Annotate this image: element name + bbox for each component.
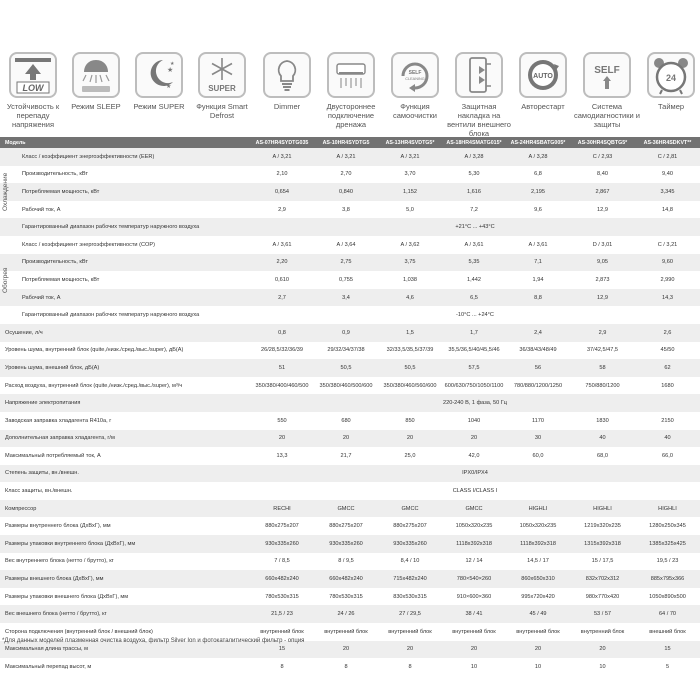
- cell-value: 2,20: [276, 259, 288, 266]
- feature-self-diagnostics: [574, 52, 640, 129]
- cell-value: 15: [278, 646, 286, 653]
- cell-value: A / 3,61: [464, 241, 484, 248]
- cell-value: 10: [470, 664, 478, 671]
- cell-value: 930x335x260: [393, 540, 427, 547]
- table-row: [0, 517, 700, 535]
- row-label: Размеры упаковки внешнего блока (ДхВхГ), мм: [5, 593, 129, 600]
- row-label: Компрессор: [5, 505, 37, 512]
- cell-value: 2,867: [595, 188, 610, 195]
- row-label: Максимальный перепад высот, м: [5, 664, 92, 671]
- cell-value: 3,70: [404, 171, 416, 178]
- cell-value: 2,6: [663, 329, 672, 336]
- cell-value: 56: [534, 364, 542, 371]
- cell-value: 13,3: [276, 452, 288, 459]
- cell-value: 1680: [661, 382, 674, 389]
- svg-text:★: ★: [167, 67, 174, 74]
- cell-value: GMCC: [337, 505, 355, 512]
- cell-value: 20: [599, 646, 606, 653]
- row-value-span: -10°C ... +24°C: [456, 312, 494, 319]
- cell-value: 2,7: [278, 294, 286, 301]
- cell-value: GMCC: [401, 505, 419, 512]
- table-row: [0, 500, 700, 518]
- feature-label: Функция самоочистки: [392, 102, 437, 120]
- cell-value: 1,5: [406, 329, 414, 336]
- cell-value: 5,30: [468, 171, 480, 178]
- cell-value: 2,70: [340, 171, 352, 178]
- cell-value: GMCC: [465, 505, 483, 512]
- cell-value: 58: [599, 364, 606, 371]
- svg-text:CLEANING: CLEANING: [405, 77, 425, 81]
- cell-value: 1,94: [532, 276, 544, 283]
- cell-value: 850: [405, 417, 415, 424]
- table-row: [0, 430, 700, 448]
- cell-value: 62: [664, 364, 671, 371]
- cell-value: 350/380/460/500/600: [319, 382, 373, 389]
- model-name: AS-18HR4SMATG015*: [446, 139, 502, 146]
- feature-self-cleaning: [382, 52, 448, 120]
- self-diagnostics-icon: [583, 52, 631, 98]
- feature-label: Dimmer: [273, 102, 301, 111]
- cell-value: 57,5: [468, 364, 480, 371]
- cell-value: 42,0: [468, 452, 480, 459]
- row-label: Максимальный потребляемый ток, А: [5, 452, 101, 459]
- row-label: Вес внешнего блока (нетто / брутто), кг: [5, 611, 107, 618]
- super-mode-icon: [135, 52, 183, 98]
- cell-value: 1,442: [467, 276, 481, 283]
- cell-value: 2,10: [276, 171, 288, 178]
- low-voltage-icon: [9, 52, 57, 98]
- cell-value: 1830: [596, 417, 609, 424]
- table-row: [0, 465, 700, 483]
- feature-label: Двустороннее подключение дренажа: [326, 102, 376, 129]
- table-row: [0, 254, 700, 272]
- cell-value: 680: [341, 417, 351, 424]
- cell-value: 21,7: [340, 452, 352, 459]
- row-label: Расход воздуха, внутренний блок (quite,/низк./сред./выс./super), м³/ч: [5, 382, 183, 389]
- cell-value: D / 3,01: [592, 241, 613, 248]
- feature-label: Режим SUPER: [133, 102, 185, 111]
- cell-value: 50,5: [404, 364, 416, 371]
- cell-value: 995x720x420: [521, 593, 555, 600]
- cell-value: 68,0: [597, 452, 608, 459]
- cell-value: A / 3,28: [464, 153, 484, 160]
- cell-value: 45 / 49: [529, 611, 547, 618]
- table-row: [0, 166, 700, 184]
- cell-value: 880x275x207: [265, 523, 299, 530]
- cell-value: C / 2,93: [592, 153, 613, 160]
- cell-value: 6,5: [470, 294, 478, 301]
- cell-value: 0,654: [275, 188, 289, 195]
- cell-value: 780×540×260: [456, 576, 492, 583]
- cell-value: 20: [342, 646, 350, 653]
- cell-value: 20: [406, 435, 414, 442]
- cell-value: 8: [344, 664, 348, 671]
- cell-value: 1385x325x425: [649, 540, 686, 547]
- cell-value: 1050x890x500: [649, 593, 686, 600]
- table-row: [0, 306, 700, 324]
- feature-label: Режим SLEEP: [71, 102, 121, 111]
- cell-value: 40: [664, 435, 671, 442]
- row-label: Потребляемая мощность, кВт: [22, 276, 100, 283]
- table-row: [0, 658, 700, 676]
- row-label: Заводская заправка хладагента R410a, г: [5, 417, 112, 424]
- cell-value: 0,8: [278, 329, 286, 336]
- cell-value: 1170: [531, 417, 545, 424]
- cell-value: 8,8: [534, 294, 542, 301]
- model-header-label: Модель: [5, 139, 26, 146]
- feature-label: Система самодиагностики и защиты: [574, 102, 640, 129]
- cell-value: 3,345: [660, 188, 675, 195]
- table-row: [0, 324, 700, 342]
- feature-timer: [638, 52, 700, 111]
- row-label: Дополнительная заправка хладагента, г/м: [5, 435, 115, 442]
- feature-sleep-mode: [63, 52, 129, 111]
- table-header-row: [0, 137, 700, 148]
- row-label: Сторона подключения (внутренний блок / внешний блок): [5, 628, 153, 635]
- cell-value: 0,755: [339, 276, 353, 283]
- cell-value: RECHI: [273, 505, 291, 512]
- cell-value: внутренний блок: [516, 628, 560, 635]
- cell-value: 15: [664, 646, 671, 653]
- svg-text:LOW: LOW: [22, 83, 44, 93]
- cell-value: 24 / 26: [337, 611, 355, 618]
- cell-value: 26/28,5/32/36/39: [261, 347, 303, 354]
- cell-value: 860x650x310: [521, 576, 555, 583]
- feature-label: Устойчивость к перепаду напряжения: [6, 102, 60, 129]
- cell-value: 2,873: [595, 276, 610, 283]
- footnote: *Для данных моделей плазменная очистка воздуха, фильтр Silver Ion и фотокаталитический фильтр - опция: [2, 638, 305, 644]
- cell-value: 8,40: [597, 171, 608, 178]
- cell-value: C / 3,21: [657, 241, 678, 248]
- table-row: [0, 359, 700, 377]
- cell-value: внутренний блок: [388, 628, 432, 635]
- cell-value: HIGHLI: [528, 505, 548, 512]
- cell-value: 14,5 / 17: [527, 558, 549, 565]
- row-label: Класс / коэффициент энергоэффективности (EER): [22, 153, 155, 160]
- row-label: Размеры внешнего блока (ДхВхГ), мм: [5, 576, 104, 583]
- cell-value: 9,60: [662, 259, 673, 266]
- cell-value: внутренний блок: [260, 628, 304, 635]
- table-row: [0, 553, 700, 571]
- cell-value: 20: [278, 435, 286, 442]
- cell-value: 350/380/400/460/500: [255, 382, 309, 389]
- row-label: Класс / коэффициент энергоэффективности (COP): [22, 241, 155, 248]
- feature-label: Функция Smart Defrost: [196, 102, 248, 120]
- model-name: AS-24HR4SBATG005*: [510, 139, 566, 146]
- svg-text:★: ★: [170, 61, 175, 67]
- table-row: [0, 570, 700, 588]
- cell-value: 885x795x366: [650, 576, 685, 583]
- feature-low-voltage: [0, 52, 66, 129]
- model-name: AS-07HR4SYDTG035: [255, 139, 309, 146]
- row-label: Степень защиты, вн./внешн.: [5, 470, 79, 477]
- cell-value: 6,8: [534, 171, 542, 178]
- cell-value: A / 3,21: [272, 153, 292, 160]
- cell-value: 750/880/1200: [585, 382, 620, 389]
- row-label: Размеры внутреннего блока (ДхВхГ), мм: [5, 523, 111, 530]
- cell-value: 1118x392x318: [456, 540, 492, 547]
- cell-value: 0,840: [339, 188, 353, 195]
- cell-value: 2,9: [598, 329, 607, 336]
- feature-label: Авторестарт: [521, 102, 565, 111]
- cooling-section-label: Охлаждение: [2, 172, 9, 212]
- table-row: [0, 271, 700, 289]
- cell-value: 7,2: [470, 206, 478, 213]
- row-label: Производительность, кВт: [22, 171, 88, 178]
- cell-value: 19,5 / 23: [656, 558, 679, 565]
- cell-value: C / 2,81: [657, 153, 678, 160]
- cell-value: 1,7: [470, 329, 478, 336]
- model-name: AS-36HR4SDKVT**: [643, 139, 692, 146]
- cell-value: A / 3,21: [400, 153, 420, 160]
- table-row: [0, 394, 700, 412]
- cell-value: 1118x392x318: [520, 540, 556, 547]
- cell-value: 1,038: [403, 276, 417, 283]
- row-label: Размеры упаковки внутреннего блока (ДхВхГ), мм: [5, 540, 136, 547]
- sleep-mode-icon: [72, 52, 120, 98]
- svg-text:SELF: SELF: [408, 70, 422, 76]
- cell-value: 780/880/1200/1250: [513, 382, 563, 389]
- feature-dimmer: [254, 52, 320, 111]
- model-name: AS-13HR4SVDTG5*: [385, 139, 435, 146]
- row-value-span: IPX0/IPX4: [462, 470, 488, 477]
- feature-valve-cover: [446, 52, 512, 138]
- cell-value: 1280x250x345: [649, 523, 686, 530]
- cell-value: 350/380/460/560/600: [383, 382, 437, 389]
- cell-value: 7,1: [534, 259, 542, 266]
- feature-auto-restart: [510, 52, 576, 111]
- cell-value: 3,8: [342, 206, 350, 213]
- cell-value: внутренний блок: [452, 628, 496, 635]
- cell-value: 0,9: [342, 329, 350, 336]
- cell-value: 53 / 57: [593, 611, 612, 618]
- row-label: Класс защиты, вн./внешн.: [5, 488, 73, 495]
- self-cleaning-icon: [391, 52, 439, 98]
- cell-value: 8: [408, 664, 412, 671]
- cell-value: 0,610: [275, 276, 289, 283]
- row-value-span: 220-240 В, 1 фаза, 50 Гц: [442, 400, 508, 407]
- cell-value: 2,4: [534, 329, 542, 336]
- cell-value: 10: [599, 664, 606, 671]
- cell-value: 20: [534, 646, 542, 653]
- feature-label: Защитная накладка на вентили внешнего блока: [447, 102, 511, 138]
- cell-value: 15 / 17,5: [591, 558, 614, 565]
- table-row: [0, 183, 700, 201]
- cell-value: 7 / 8,5: [274, 558, 290, 565]
- cell-value: HIGHLI: [593, 505, 612, 512]
- cell-value: 880x275x207: [393, 523, 427, 530]
- cell-value: 36/38/43/48/49: [519, 347, 557, 354]
- cell-value: 2,195: [531, 188, 545, 195]
- table-row: [0, 412, 700, 430]
- cell-value: 20: [470, 435, 478, 442]
- cell-value: 9,05: [597, 259, 608, 266]
- row-value-span: CLASS I/CLASS I: [452, 488, 498, 495]
- cell-value: 930x335x260: [265, 540, 299, 547]
- row-label: Потребляемая мощность, кВт: [22, 188, 100, 195]
- cell-value: 51: [278, 364, 286, 371]
- cell-value: 14,8: [662, 206, 673, 213]
- cell-value: 8 / 9,5: [338, 558, 354, 565]
- cell-value: 715x482x240: [393, 576, 427, 583]
- svg-text:★: ★: [166, 84, 172, 90]
- cell-value: 2150: [661, 417, 674, 424]
- cell-value: 832x702x312: [585, 576, 620, 583]
- cell-value: 29/32/34/37/38: [327, 347, 365, 354]
- row-label: Уровень шума, внутренний блок (quite,/низк./сред./выс./super), дБ(А): [5, 347, 184, 354]
- model-name: AS-30HR4SQBTG5*: [577, 139, 628, 146]
- cell-value: 2,990: [660, 276, 675, 283]
- cell-value: 550: [277, 417, 287, 424]
- cell-value: 25,0: [404, 452, 416, 459]
- cell-value: A / 3,28: [528, 153, 548, 160]
- svg-text:SELF: SELF: [594, 65, 620, 76]
- cell-value: 32/33,5/35,5/37/39: [386, 347, 434, 354]
- cell-value: 64 / 70: [658, 611, 677, 618]
- cell-value: 66,0: [662, 452, 673, 459]
- table-row: [0, 342, 700, 360]
- cell-value: внутренний блок: [324, 628, 368, 635]
- cell-value: 1050x320x235: [455, 523, 493, 530]
- cell-value: 35,5/36,5/40/45,5/46: [448, 347, 500, 354]
- cell-value: A / 3,62: [400, 241, 420, 248]
- cell-value: 12,9: [597, 294, 608, 301]
- cell-value: 27 / 29,5: [399, 611, 421, 618]
- cell-value: 45/50: [660, 347, 675, 354]
- table-row: [0, 289, 700, 307]
- cell-value: 20: [342, 435, 350, 442]
- cell-value: 660x482x240: [329, 576, 363, 583]
- cell-value: 8: [280, 664, 284, 671]
- row-label: Максимальная длина трассы, м: [5, 646, 88, 653]
- cell-value: 40: [599, 435, 606, 442]
- cell-value: 660x482x240: [265, 576, 299, 583]
- cell-value: 20: [406, 646, 414, 653]
- feature-smart-defrost: [189, 52, 255, 120]
- cell-value: 60,0: [532, 452, 544, 459]
- feature-super-mode: [126, 52, 192, 111]
- auto-restart-icon: [519, 52, 567, 98]
- cell-value: 1219x320x235: [584, 523, 621, 530]
- cell-value: внешний блок: [649, 628, 686, 635]
- row-label: Рабочий ток, А: [22, 294, 61, 301]
- svg-text:AUTO: AUTO: [533, 73, 553, 80]
- cell-value: 20: [470, 646, 478, 653]
- cell-value: 780x530x315: [265, 593, 299, 600]
- specifications-table: [0, 137, 700, 676]
- cell-value: A / 3,61: [528, 241, 548, 248]
- cell-value: 880x275x207: [329, 523, 363, 530]
- cell-value: 600/630/750/1050/1100: [444, 382, 504, 389]
- cell-value: 1315x392x318: [584, 540, 621, 547]
- cell-value: 1050x320x235: [519, 523, 557, 530]
- cell-value: 12 / 14: [465, 558, 483, 565]
- cell-value: внутренний блок: [580, 628, 625, 635]
- cell-value: 3,4: [342, 294, 350, 301]
- cell-value: 38 / 41: [465, 611, 483, 618]
- valve-cover-icon: [455, 52, 503, 98]
- row-label: Вес внутреннего блока (нетто / брутто), кг: [5, 558, 114, 565]
- dimmer-icon: [263, 52, 311, 98]
- feature-label: Таймер: [657, 102, 685, 111]
- cell-value: HIGHLI: [658, 505, 677, 512]
- table-row: [0, 148, 700, 166]
- cell-value: 14,3: [662, 294, 673, 301]
- cell-value: 980x770x420: [585, 593, 620, 600]
- table-row: [0, 218, 700, 236]
- cell-value: 5,35: [468, 259, 480, 266]
- cell-value: 12,9: [597, 206, 608, 213]
- row-label: Уровень шума, внешний блок, дБ(А): [5, 364, 100, 371]
- cell-value: 930x335x260: [329, 540, 363, 547]
- table-row: [0, 588, 700, 606]
- timer-icon: [647, 52, 695, 98]
- drain-connection-icon: [327, 52, 375, 98]
- cell-value: 1,152: [403, 188, 417, 195]
- cell-value: 50,5: [340, 364, 352, 371]
- feature-drain-connection: [318, 52, 384, 129]
- cell-value: 5,0: [406, 206, 414, 213]
- row-label: Производительность, кВт: [22, 259, 88, 266]
- cell-value: 8,4 / 10: [400, 558, 420, 565]
- row-label: Осушение, л/ч: [5, 329, 43, 336]
- cell-value: A / 3,64: [336, 241, 356, 248]
- cell-value: 780x530x315: [329, 593, 363, 600]
- table-row: [0, 447, 700, 465]
- table-row: [0, 377, 700, 395]
- cell-value: 3,75: [404, 259, 416, 266]
- svg-text:24: 24: [665, 73, 677, 83]
- row-value-span: +21°C ... +43°C: [455, 224, 495, 231]
- table-row: [0, 605, 700, 623]
- cell-value: 9,40: [662, 171, 673, 178]
- cell-value: 37/42,5/47,5: [586, 347, 619, 354]
- row-label: Гарантированный диапазон рабочих температур наружного воздуха: [22, 224, 200, 231]
- cell-value: 10: [534, 664, 542, 671]
- table-row: [0, 201, 700, 219]
- cell-value: A / 3,21: [336, 153, 356, 160]
- cell-value: 21,5 / 23: [271, 611, 293, 618]
- model-name: AS-10HR4SYDTG5: [322, 139, 370, 146]
- row-label: Напряжение электропитания: [5, 400, 81, 407]
- table-row: [0, 535, 700, 553]
- row-label: Рабочий ток, А: [22, 206, 61, 213]
- cell-value: 4,6: [406, 294, 414, 301]
- cell-value: 2,9: [278, 206, 286, 213]
- row-label: Гарантированный диапазон рабочих температур наружного воздуха: [22, 312, 200, 319]
- cell-value: 910×600×360: [456, 593, 492, 600]
- cell-value: 30: [534, 435, 542, 442]
- svg-text:SUPER: SUPER: [208, 84, 236, 93]
- cell-value: 1,616: [467, 188, 481, 195]
- cell-value: 2,75: [340, 259, 352, 266]
- table-row: [0, 236, 700, 254]
- cell-value: 1040: [467, 417, 481, 424]
- smart-defrost-icon: [198, 52, 246, 98]
- feature-icons-row: [0, 52, 700, 138]
- cell-value: 9,6: [534, 206, 542, 213]
- cell-value: A / 3,61: [272, 241, 292, 248]
- cell-value: 830x530x315: [393, 593, 427, 600]
- table-row: [0, 482, 700, 500]
- heating-section-label: Обогрев: [2, 267, 9, 293]
- cell-value: 5: [665, 664, 670, 671]
